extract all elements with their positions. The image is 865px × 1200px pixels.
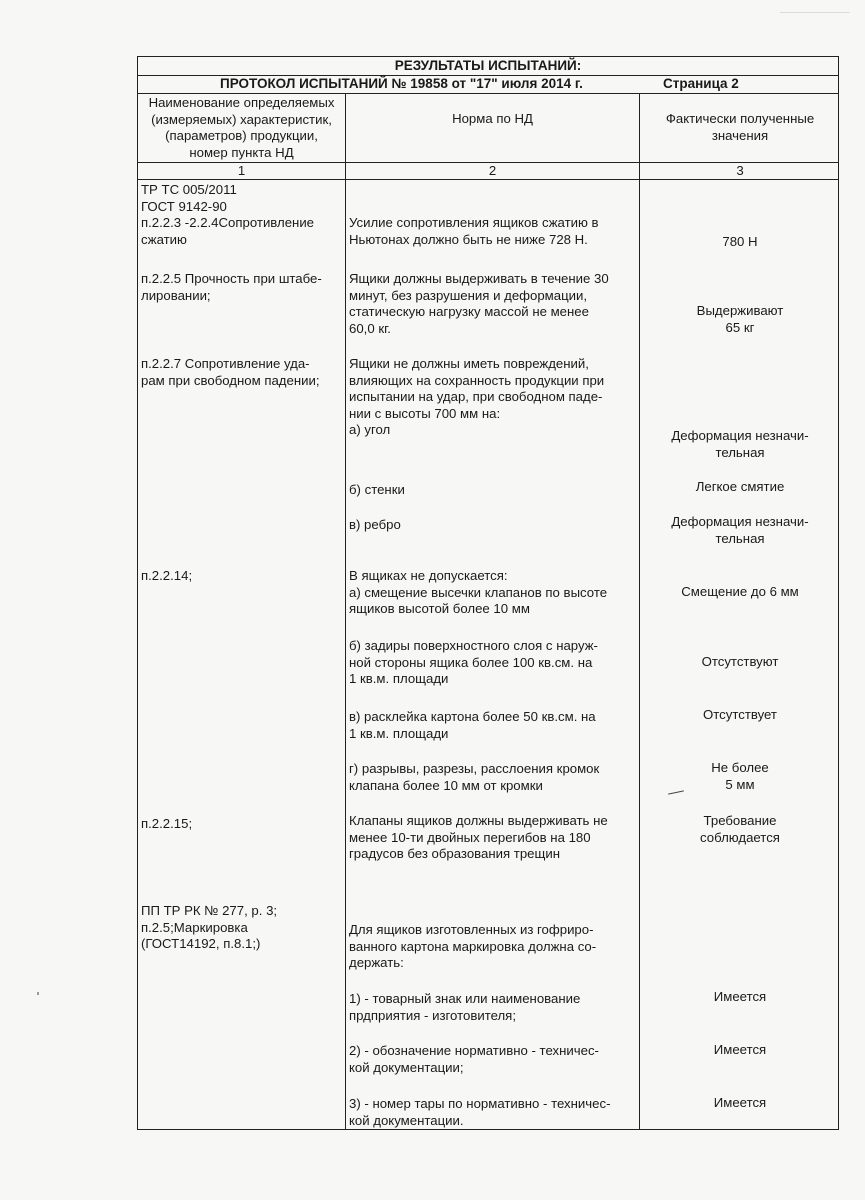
col2-number: 2 xyxy=(488,163,497,178)
scan-speck xyxy=(37,992,39,995)
row-parameter: п.2.2.7 Сопротивление уда- рам при свободном падении; xyxy=(141,356,320,388)
row-result: Отсутствуют xyxy=(701,654,779,669)
row-result: Отсутствует xyxy=(703,707,777,722)
row-norm: Для ящиков изготовленных из гофриро- ванного картона маркировка должна со- держать: xyxy=(349,922,597,971)
row-parameter: п.2.2.5 Прочность при штабе- лировании; xyxy=(141,271,322,303)
row-norm: 1) - товарный знак или наименование прдприятия - изготовителя; xyxy=(349,991,581,1023)
col1-number: 1 xyxy=(237,163,246,178)
results-title: РЕЗУЛЬТАТЫ ИСПЫТАНИЙ: xyxy=(394,58,582,73)
column-divider xyxy=(345,93,346,1129)
row-norm: 3) - номер тары по нормативно - техничес- кой документации. xyxy=(349,1096,611,1128)
row-norm: б) стенки xyxy=(349,482,405,497)
results-table xyxy=(137,56,839,1130)
row-norm: в) ребро xyxy=(349,517,401,532)
row-result: Деформация незначи- тельная xyxy=(671,514,809,546)
row-norm: Клапаны ящиков должны выдерживать не менее 10-ти двойных перегибов на 180 градусов без образования трещин xyxy=(349,813,608,862)
row-result: Смещение до 6 мм xyxy=(681,584,799,599)
row-parameter: п.2.2.15; xyxy=(141,816,193,831)
col3-header: Фактически полученные значения xyxy=(665,111,815,143)
row-result: 780 Н xyxy=(722,234,758,249)
row-parameter: ТР ТС 005/2011 ГОСТ 9142-90 п.2.2.3 -2.2.4Сопротивление сжатию xyxy=(141,182,315,247)
row-result: Требование соблюдается xyxy=(700,813,780,845)
row-result: Деформация незначи- тельная xyxy=(671,428,809,460)
protocol-title: ПРОТОКОЛ ИСПЫТАНИЙ № 19858 от "17" июля 2014 г. xyxy=(220,76,583,91)
scan-speck xyxy=(780,12,850,13)
page-number: Страница 2 xyxy=(663,76,739,91)
row-norm: Усилие сопротивления ящиков сжатию в Ньютонах должно быть не ниже 728 Н. xyxy=(349,215,599,247)
row-norm: в) расклейка картона более 50 кв.см. на 1 кв.м. площади xyxy=(349,709,596,741)
divider xyxy=(138,179,838,180)
row-norm: Ящики должны выдерживать в течение 30 минут, без разрушения и деформации, статическую нагрузку массой не менее 60,0 кг. xyxy=(349,271,609,336)
row-result: Не более 5 мм xyxy=(711,760,769,792)
col3-number: 3 xyxy=(736,163,744,178)
divider xyxy=(138,93,838,94)
row-result: Имеется xyxy=(713,989,767,1004)
row-parameter: п.2.2.14; xyxy=(141,568,193,583)
col2-header: Норма по НД xyxy=(452,111,533,126)
row-norm: Ящики не должны иметь повреждений, влияющих на сохранность продукции при испытании на удар, при свободном паде- нии с высоты 700 мм на: а) угол xyxy=(349,356,605,438)
row-result: Выдерживают 65 кг xyxy=(696,303,784,335)
row-parameter: ПП ТР РК № 277, р. 3; п.2.5;Маркировка (ГОСТ14192, п.8.1;) xyxy=(141,903,278,952)
row-norm: г) разрывы, разрезы, расслоения кромок клапана более 10 мм от кромки xyxy=(349,761,600,793)
row-result: Легкое смятие xyxy=(695,479,785,494)
row-norm: В ящиках не допускается: а) смещение высечки клапанов по высоте ящиков высотой более 10 мм xyxy=(349,568,608,617)
row-result: Имеется xyxy=(713,1095,767,1110)
row-norm: 2) - обозначение нормативно - техничес- кой документации; xyxy=(349,1043,599,1075)
row-result: Имеется xyxy=(713,1042,767,1057)
col1-header: Наименование определяемых (измеряемых) характеристик, (параметров) продукции, номер пункта НД xyxy=(148,95,335,160)
row-norm: б) задиры поверхностного слоя с наруж- ной стороны ящика более 100 кв.см. на 1 кв.м. площади xyxy=(349,638,598,687)
